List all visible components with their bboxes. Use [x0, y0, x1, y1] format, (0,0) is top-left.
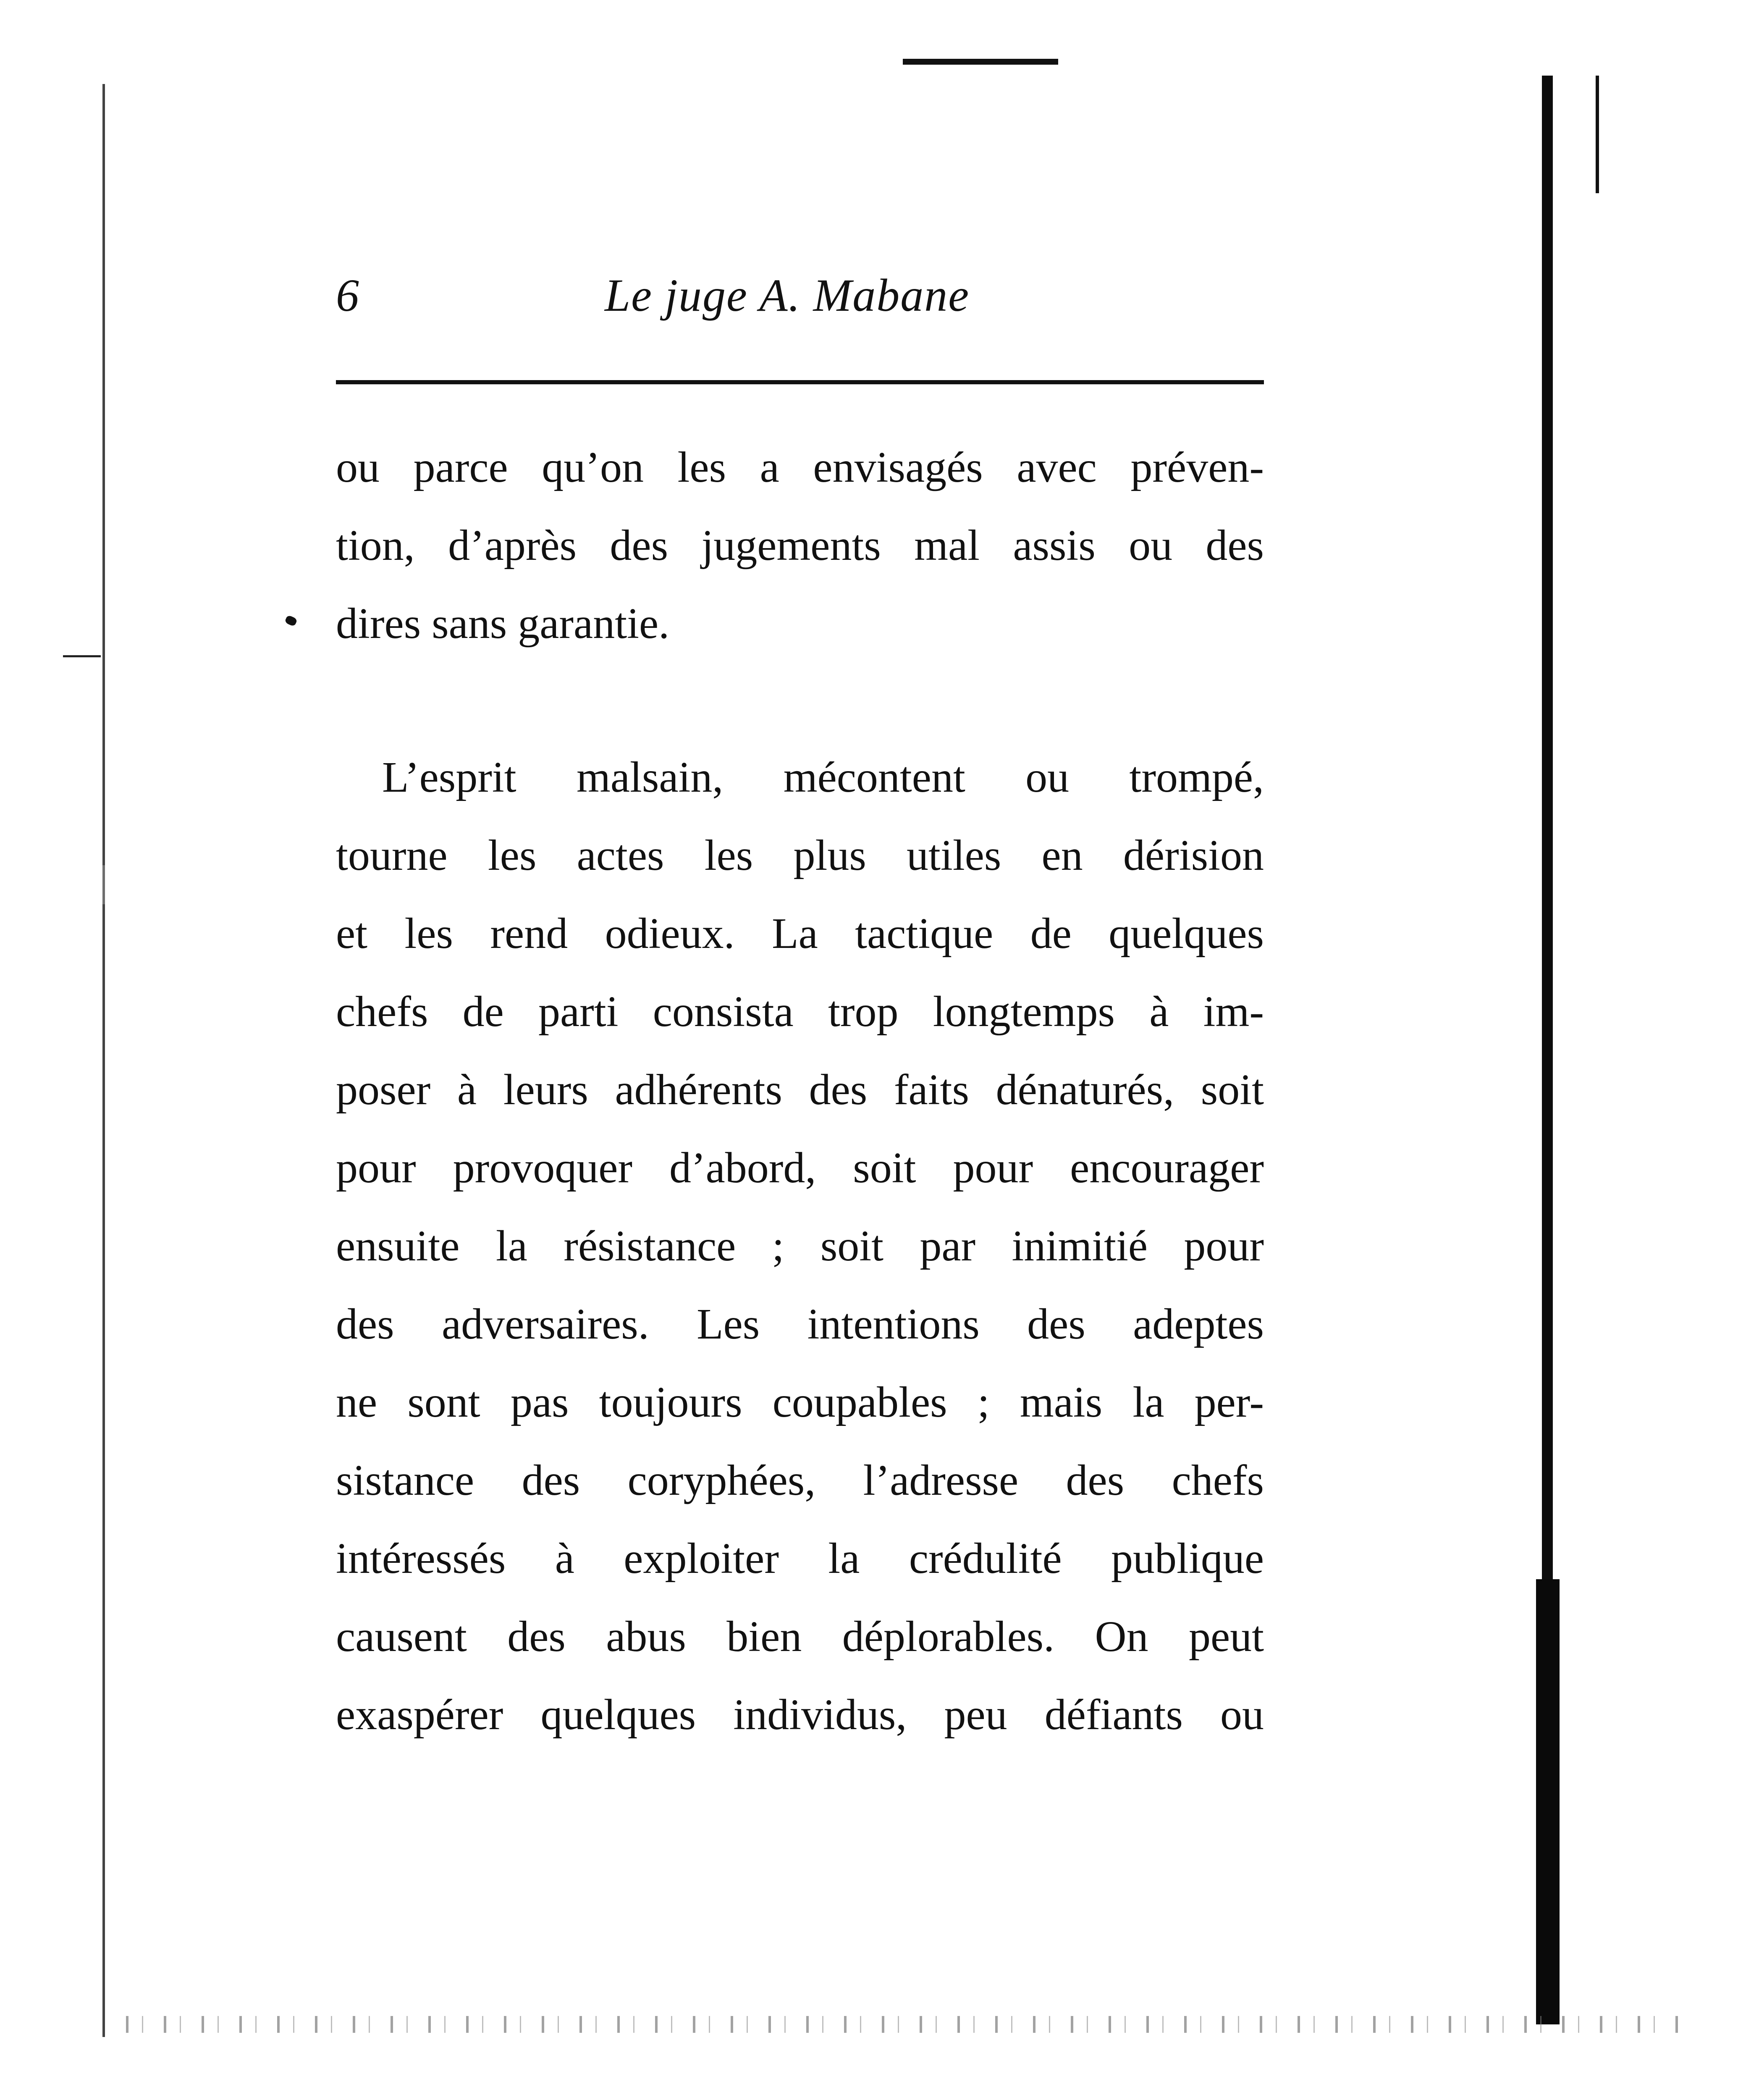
- paragraph-1: [336, 428, 1264, 663]
- paragraph-gap: [336, 663, 1264, 738]
- scan-artifact-left-edge: [102, 84, 105, 2037]
- text-line: et les rend odieux. La tactique de quelques: [336, 909, 1264, 958]
- body-text: [336, 428, 1264, 1754]
- text-line: tourne les actes les plus utiles en dérision: [336, 831, 1264, 879]
- text-line: dires sans garantie.: [336, 599, 670, 648]
- text-line: ne sont pas toujours coupables ; mais la per-: [336, 1378, 1264, 1426]
- running-head-rule: [336, 380, 1264, 384]
- scan-artifact-left-tick: [63, 655, 101, 657]
- text-line: ensuite la résistance ; soit par inimitié pour: [336, 1222, 1264, 1270]
- text-line: chefs de parti consista trop longtemps à im-: [336, 987, 1264, 1036]
- text-line: exaspérer quelques individus, peu défiants ou: [336, 1690, 1264, 1739]
- text-line: ou parce qu’on les a envisagés avec préven-: [336, 443, 1264, 491]
- page-number: 6: [336, 270, 359, 321]
- scan-artifact-bottom-noise: [126, 2016, 1680, 2033]
- running-head-title: Le juge A. Mabane: [605, 270, 970, 321]
- paragraph-2: [336, 738, 1264, 1754]
- text-line: des adversaires. Les intentions des adeptes: [336, 1300, 1264, 1348]
- running-head: [336, 269, 1260, 332]
- scan-artifact-right-thin-line: [1596, 76, 1599, 193]
- text-line: causent des abus bien déplorables. On peut: [336, 1612, 1264, 1661]
- scan-artifact-right-edge-bottom: [1536, 1579, 1560, 2024]
- scan-artifact-stray-mark: [284, 614, 298, 627]
- text-line: L’esprit malsain, mécontent ou trompé,: [382, 753, 1264, 801]
- text-line: poser à leurs adhérents des faits dénaturés, soit: [336, 1066, 1264, 1114]
- text-line: tion, d’après des jugements mal assis ou des: [336, 521, 1264, 570]
- text-line: pour provoquer d’abord, soit pour encourager: [336, 1144, 1264, 1192]
- text-line: intéressés à exploiter la crédulité publique: [336, 1534, 1264, 1583]
- scan-artifact-top-bar: [903, 59, 1058, 65]
- text-line: sistance des coryphées, l’adresse des chefs: [336, 1456, 1264, 1504]
